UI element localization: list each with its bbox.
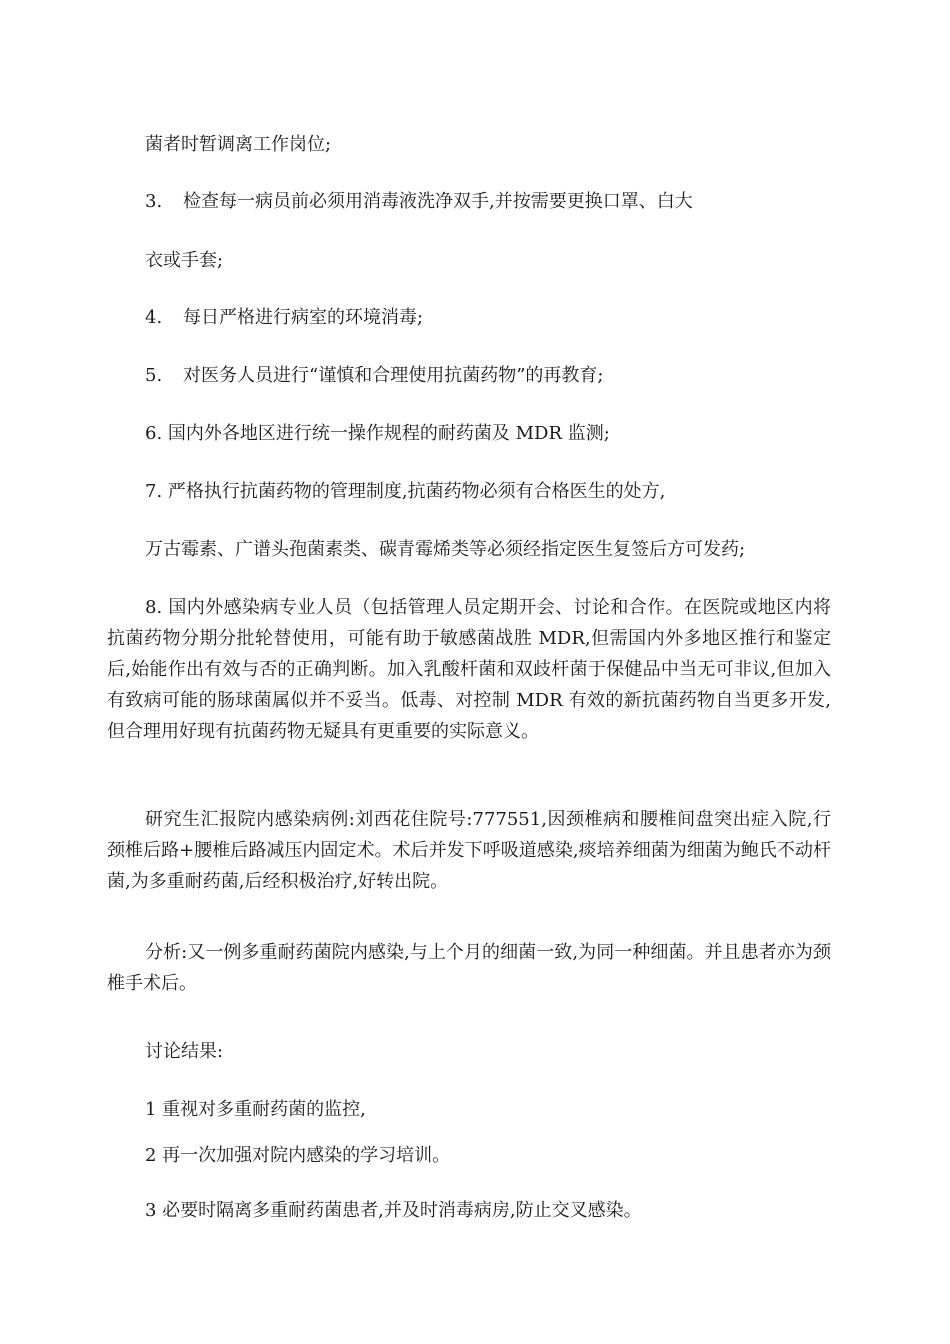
text-line-1: 菌者时暂调离工作岗位; [145,134,332,155]
list-item-6: 6. 国内外各地区进行统一操作规程的耐药菌及 MDR 监测; [145,423,610,444]
list-text: 对医务人员进行“谨慎和合理使用抗菌药物”的再教育; [183,365,604,386]
text-line-continuation: 衣或手套; [145,250,224,271]
discussion-item-1: 1 重视对多重耐药菌的监控, [145,1099,366,1120]
discussion-item-2: 2 再一次加强对院内感染的学习培训。 [145,1145,451,1166]
list-item-3 [145,190,693,214]
discussion-item-3: 3 必要时隔离多重耐药菌患者,并及时消毒病房,防止交叉感染。 [145,1200,642,1221]
paragraph-analysis: 分析:又一例多重耐药菌院内感染,与上个月的细菌一致,为同一种细菌。并且患者亦为颈椎手术后。 [107,942,831,994]
list-number: 3. [145,191,163,212]
list-item-5 [145,364,603,388]
list-item-4 [145,306,423,330]
text-line-continuation: 万古霉素、广谱头孢菌素类、碳青霉烯类等必须经指定医生复签后方可发药; [145,539,746,560]
list-number: 5. [145,365,163,386]
list-number: 4. [145,307,163,328]
list-item-7: 7. 严格执行抗菌药物的管理制度,抗菌药物必须有合格医生的处方, [145,481,666,502]
list-text: 检查每一病员前必须用消毒液洗净双手,并按需要更换口罩、白大 [183,191,693,212]
paragraph-item-8: 8. 国内外感染病专业人员（包括管理人员定期开会、讨论和合作。在医院或地区内将抗菌药物分期分批轮替使用，可能有助于敏感菌战胜 MDR,但需国内外多地区推行和鉴定后,始能作出有效与否的正确判断。加入乳酸杆菌和双歧杆菌于保健品中当无可非议,但加入有致病可能的肠球菌属似并不妥当。低毒、对控制 MDR 有效的新抗菌药物自当更多开发,但合理用好现有抗菌药物无疑具有更重要的实际意义。 [107,597,831,742]
paragraph-case-report: 研究生汇报院内感染病例:刘西花住院号:777551,因颈椎病和腰椎间盘突出症入院,行颈椎后路+腰椎后路减压内固定术。术后并发下呼吸道感染,痰培养细菌为细菌为鲍氏不动杆菌,为多重耐药菌,后经积极治疗,好转出院。 [107,809,831,892]
list-text: 每日严格进行病室的环境消毒; [183,307,424,328]
discussion-heading: 讨论结果: [145,1041,224,1062]
